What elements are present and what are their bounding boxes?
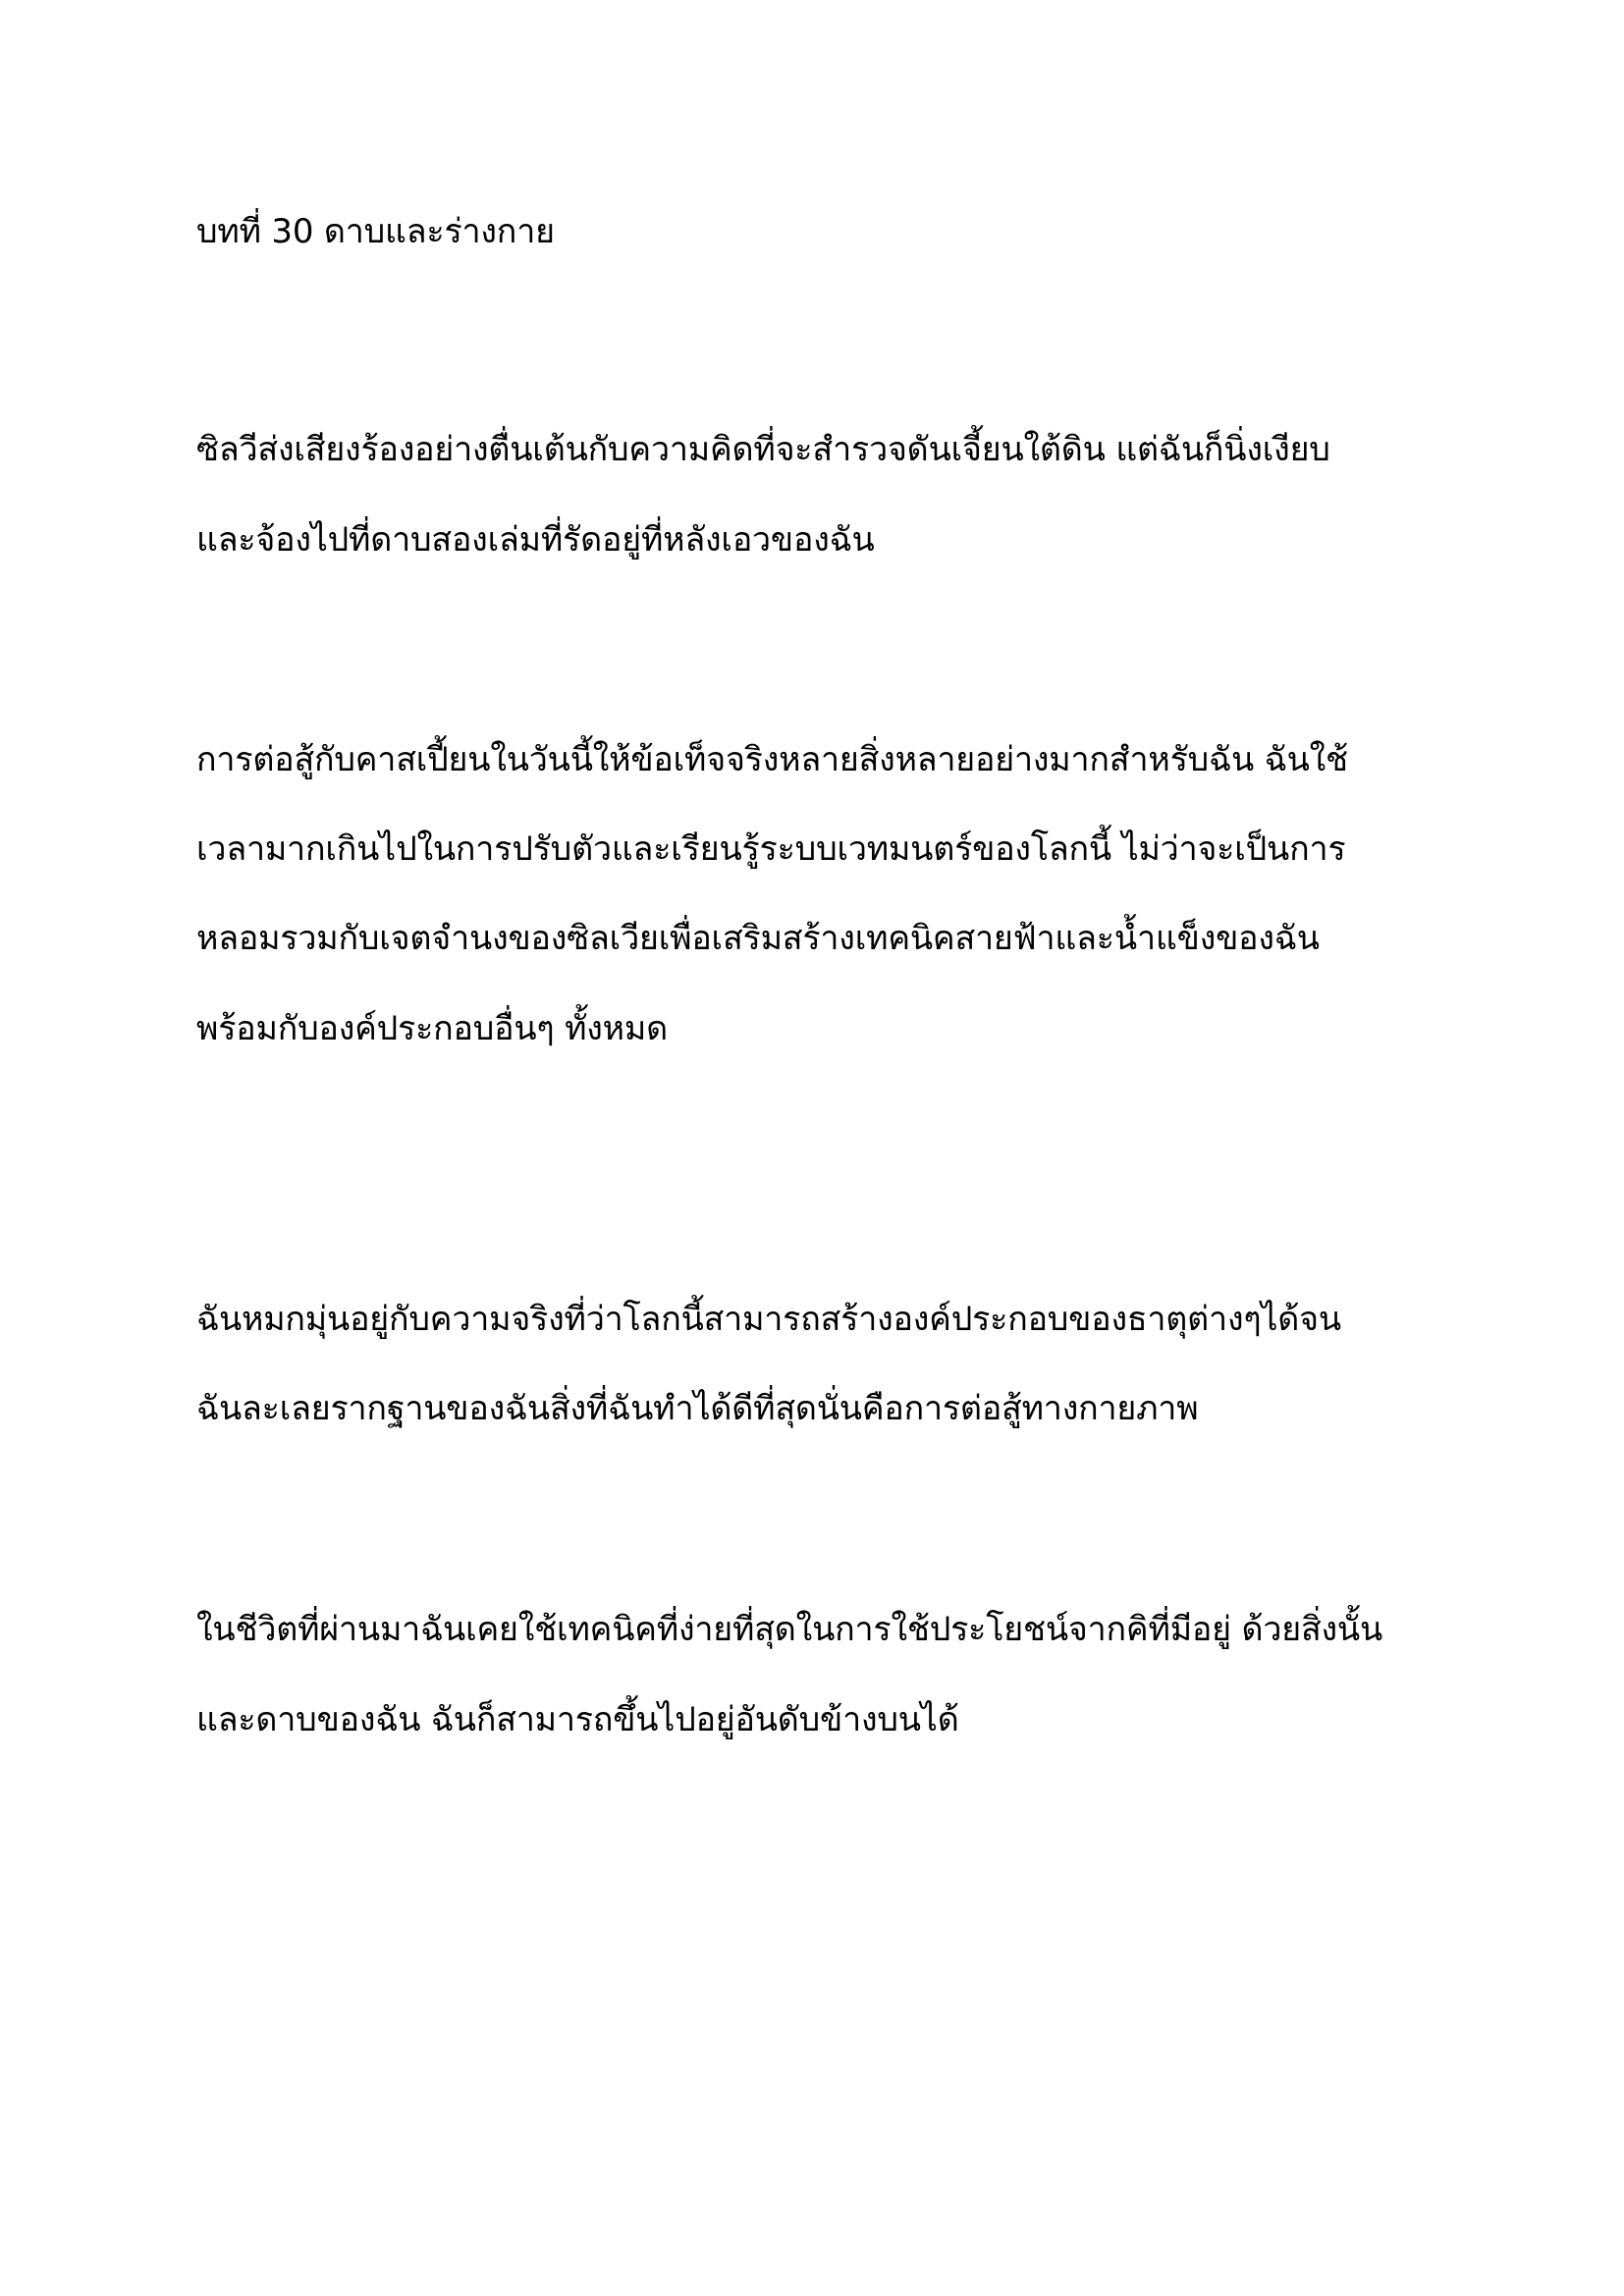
paragraph-2-line-4: พร้อมกับองค์ประกอบอื่นๆ ทั้งหมด bbox=[196, 1009, 668, 1048]
chapter-title: บทที่ 30 ดาบและร่างกาย bbox=[196, 212, 555, 251]
paragraph-3-line-1: ฉันหมกมุ่นอยู่กับความจริงที่ว่าโลกนี้สามารถสร้างองค์ประกอบของธาตุต่างๆได้จน bbox=[196, 1300, 1341, 1339]
paragraph-3-line-2: ฉันละเลยรากฐานของฉันสิ่งที่ฉันทำได้ดีที่สุดนั่นคือการต่อสู้ทางกายภาพ bbox=[196, 1389, 1199, 1428]
paragraph-1-line-1: ซิลวีส่งเสียงร้องอย่างตื่นเต้นกับความคิดที่จะสำรวจดันเจี้ยนใต้ดิน แต่ฉันก็นิ่งเงียบ bbox=[196, 430, 1330, 469]
paragraph-4-line-1: ในชีวิตที่ผ่านมาฉันเคยใช้เทคนิคที่ง่ายที่สุดในการใช้ประโยชน์จากคิที่มีอยู่ ด้วยสิ่งนั้น bbox=[196, 1610, 1382, 1649]
paragraph-2-line-2: เวลามากเกินไปในการปรับตัวและเรียนรู้ระบบเวทมนตร์ของโลกนี้ ไม่ว่าจะเป็นการ bbox=[196, 829, 1346, 869]
paragraph-2-line-1: การต่อสู้กับคาสเปี้ยนในวันนี้ให้ข้อเท็จจริงหลายสิ่งหลายอย่างมากสำหรับฉัน ฉันใช้ bbox=[196, 740, 1348, 779]
paragraph-4-line-2: และดาบของฉัน ฉันก็สามารถขึ้นไปอยู่อันดับข้างบนได้ bbox=[196, 1700, 959, 1739]
paragraph-1-line-2: และจ้องไปที่ดาบสองเล่มที่รัดอยู่ที่หลังเอวของฉัน bbox=[196, 520, 875, 560]
paragraph-2-line-3: หลอมรวมกับเจตจำนงของซิลเวียเพื่อเสริมสร้างเทคนิคสายฟ้าและน้ำแข็งของฉัน bbox=[196, 919, 1320, 958]
